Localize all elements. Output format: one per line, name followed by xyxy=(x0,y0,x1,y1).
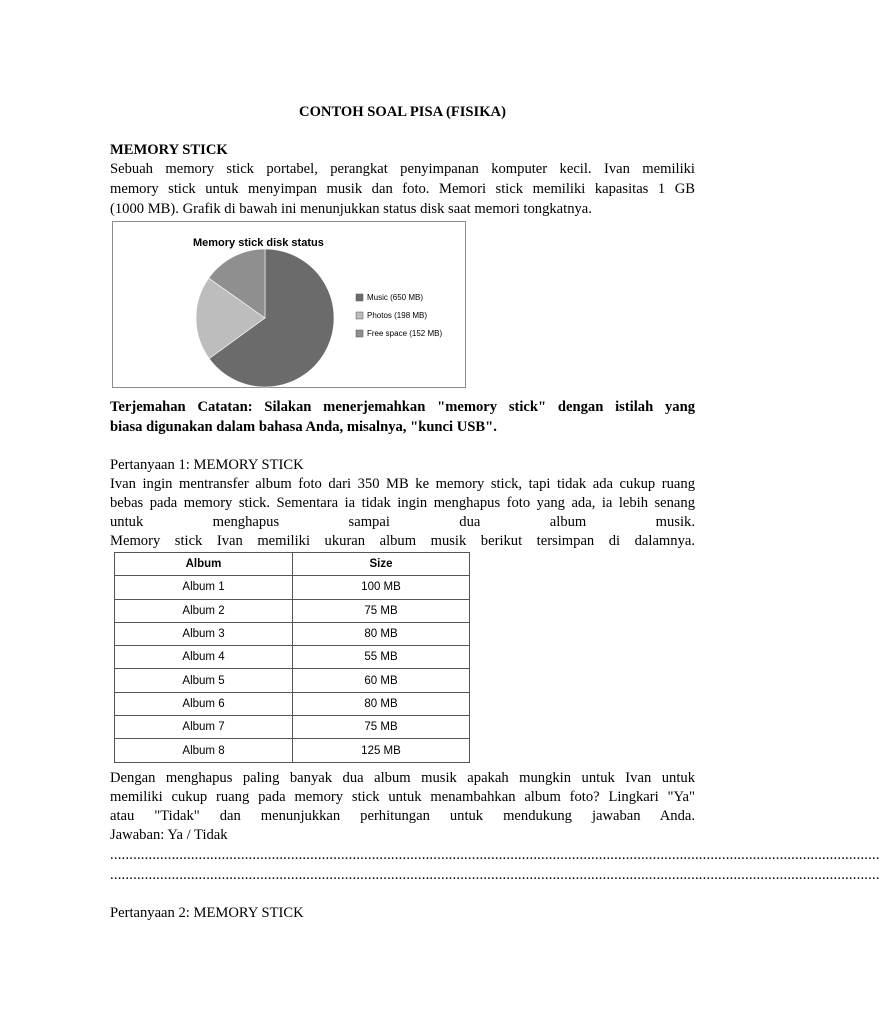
question1-tail-line-1: Dengan menghapus paling banyak dua album musik apakah mungkin untuk Ivan untuk xyxy=(110,770,695,786)
column-header-album: Album xyxy=(115,553,293,576)
intro-line-2: memory stick untuk menyimpan musik dan foto. Memori stick memiliki kapasitas 1 GB xyxy=(110,181,695,197)
album-size: 80 MB xyxy=(293,692,470,715)
album-size: 75 MB xyxy=(293,716,470,739)
question1-line-3-words xyxy=(110,513,695,532)
legend-swatch xyxy=(356,330,363,337)
question1-line-3-word: untuk xyxy=(110,514,144,530)
album-size: 75 MB xyxy=(293,599,470,622)
question1-line-3-word: album xyxy=(549,514,587,530)
pie-chart-svg xyxy=(113,222,465,387)
album-size: 125 MB xyxy=(293,739,470,762)
legend-swatch xyxy=(356,294,363,301)
question1-line-2: bebas pada memory stick. Sementara ia tidak ingin menghapus foto yang ada, ia lebih senang xyxy=(110,495,695,511)
table-row xyxy=(115,622,470,645)
translation-note-line-1: Terjemahan Catatan: Silakan menerjemahkan "memory stick" dengan istilah yang xyxy=(110,399,695,415)
legend-label: Free space (152 MB) xyxy=(367,329,443,338)
question1-line-4: Memory stick Ivan memiliki ukuran album musik berikut tersimpan di dalamnya. xyxy=(110,533,695,549)
table-row xyxy=(115,599,470,622)
question1-line-3 xyxy=(110,513,695,532)
table-row xyxy=(115,716,470,739)
pie-slices xyxy=(196,249,334,387)
question1-tail-line-2: memiliki cukup ruang pada memory stick untuk menambahkan album foto? Lingkari "Ya" xyxy=(110,789,695,805)
question2-heading: Pertanyaan 2: MEMORY STICK xyxy=(110,905,304,921)
album-name: Album 8 xyxy=(115,739,293,762)
album-name: Album 6 xyxy=(115,692,293,715)
page-title: CONTOH SOAL PISA (FISIKA) xyxy=(299,104,506,120)
album-name: Album 5 xyxy=(115,669,293,692)
intro-line-3: (1000 MB). Grafik di bawah ini menunjukkan status disk saat memori tongkatnya. xyxy=(110,201,592,217)
question1-heading: Pertanyaan 1: MEMORY STICK xyxy=(110,457,304,473)
question1-line-3-word: sampai xyxy=(348,514,390,530)
chart-title: Memory stick disk status xyxy=(193,237,324,249)
question1-line-3-word: menghapus xyxy=(212,514,280,530)
answer-dotted-line-2: ........................................................................................................................................................................................................ xyxy=(110,867,880,883)
question1-line-1: Ivan ingin mentransfer album foto dari 350 MB ke memory stick, tapi tidak ada cukup ruang xyxy=(110,476,695,492)
album-size: 60 MB xyxy=(293,669,470,692)
chart-legend xyxy=(356,293,442,338)
album-name: Album 1 xyxy=(115,576,293,599)
question1-line-3-word: musik. xyxy=(655,514,695,530)
table-row xyxy=(115,739,470,762)
answer-dotted-line-1: ........................................................................................................................................................................................................ xyxy=(110,847,880,863)
question1-line-3-word: dua xyxy=(459,514,481,530)
album-size: 100 MB xyxy=(293,576,470,599)
translation-note-line-2: biasa digunakan dalam bahasa Anda, misalnya, "kunci USB". xyxy=(110,419,497,435)
disk-status-chart xyxy=(112,221,466,388)
column-header-size: Size xyxy=(293,553,470,576)
table-row xyxy=(115,646,470,669)
answer-choice-line: Jawaban: Ya / Tidak xyxy=(110,827,228,843)
section-heading: MEMORY STICK xyxy=(110,142,228,158)
table-row xyxy=(115,692,470,715)
question1-tail-line-3: atau "Tidak" dan menunjukkan perhitungan untuk mendukung jawaban Anda. xyxy=(110,808,695,824)
album-name: Album 7 xyxy=(115,716,293,739)
album-name: Album 3 xyxy=(115,622,293,645)
table-row xyxy=(115,576,470,599)
intro-line-1: Sebuah memory stick portabel, perangkat penyimpanan komputer kecil. Ivan memiliki xyxy=(110,161,695,177)
table-header-row xyxy=(115,553,470,576)
album-size: 55 MB xyxy=(293,646,470,669)
album-name: Album 4 xyxy=(115,646,293,669)
table-row xyxy=(115,669,470,692)
album-name: Album 2 xyxy=(115,599,293,622)
album-size: 80 MB xyxy=(293,622,470,645)
legend-label: Photos (198 MB) xyxy=(367,311,428,320)
album-size-table xyxy=(114,552,470,763)
legend-label: Music (650 MB) xyxy=(367,293,424,302)
legend-swatch xyxy=(356,312,363,319)
